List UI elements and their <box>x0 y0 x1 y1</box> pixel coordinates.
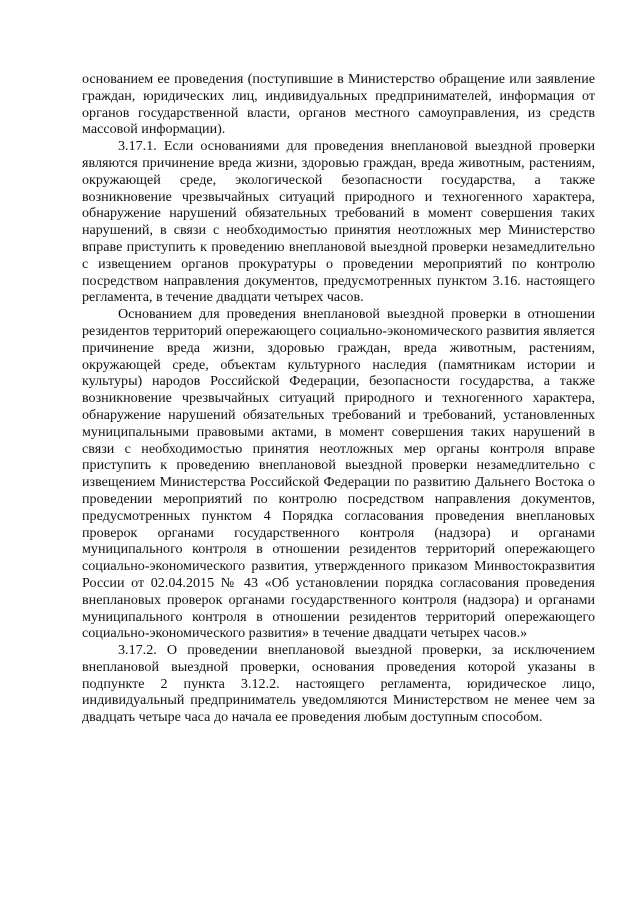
paragraph-continuation: основанием ее проведения (поступившие в Министерство обращение или заявление граждан, юридических лиц, индивидуальных предпринимателей, информация от органов государственной власти, органов местного самоуправления, из средств массовой информации). <box>82 71 595 138</box>
paragraph-toser-basis: Основанием для проведения внеплановой выездной проверки в отношении резидентов территорий опережающего социально-экономического развития является причинение вреда жизни, здоровью граждан, вреда животным, растениям, окружающей среде, объектам культурного наследия (памятникам истории и культуры) народов Российской Федерации, безопасности государства, а также возникновение чрезвычайных ситуаций природного и техногенного характера, обнаружение нарушений обязательных требований и требований, установленных муниципальными правовыми актами, в момент совершения таких нарушений в связи с необходимостью принятия неотложных мер органы контроля вправе приступить к проведению внеплановой выездной проверки незамедлительно с извещением Министерства Российской Федерации по развитию Дальнего Востока о проведении мероприятий по контролю посредством направления документов, предусмотренных пунктом 4 Порядка согласования проведения внеплановых проверок органами государственного контроля (надзора) и органами муниципального контроля в отношении резидентов территорий опережающего социально-экономического развития, утвержденного приказом Минвостокразвития России от 02.04.2015 № 43 «Об установлении порядка согласования проведения внеплановых проверок органами государственного контроля (надзора) и органами муниципального контроля в отношении резидентов территорий опережающего социально-экономического развития» в течение двадцати четырех часов.» <box>82 306 595 642</box>
document-page <box>82 71 595 726</box>
paragraph-3-17-1: 3.17.1. Если основаниями для проведения внеплановой выездной проверки являются причинение вреда жизни, здоровью граждан, вреда животным, растениям, окружающей среде, экологической безопасности государства, а также возникновение чрезвычайных ситуаций природного и техногенного характера, обнаружение нарушений обязательных требований в момент совершения таких нарушений, в связи с необходимостью принятия неотложных мер Министерство вправе приступить к проведению внеплановой выездной проверки незамедлительно с извещением органов прокуратуры о проведении мероприятий по контролю посредством направления документов, предусмотренных пунктом 3.16. настоящего регламента, в течение двадцати четырех часов. <box>82 138 595 306</box>
paragraph-3-17-2: 3.17.2. О проведении внеплановой выездной проверки, за исключением внеплановой выездной проверки, основания проведения которой указаны в подпункте 2 пункта 3.12.2. настоящего регламента, юридическое лицо, индивидуальный предприниматель уведомляются Министерством не менее чем за двадцать четыре часа до начала ее проведения любым доступным способом. <box>82 642 595 726</box>
